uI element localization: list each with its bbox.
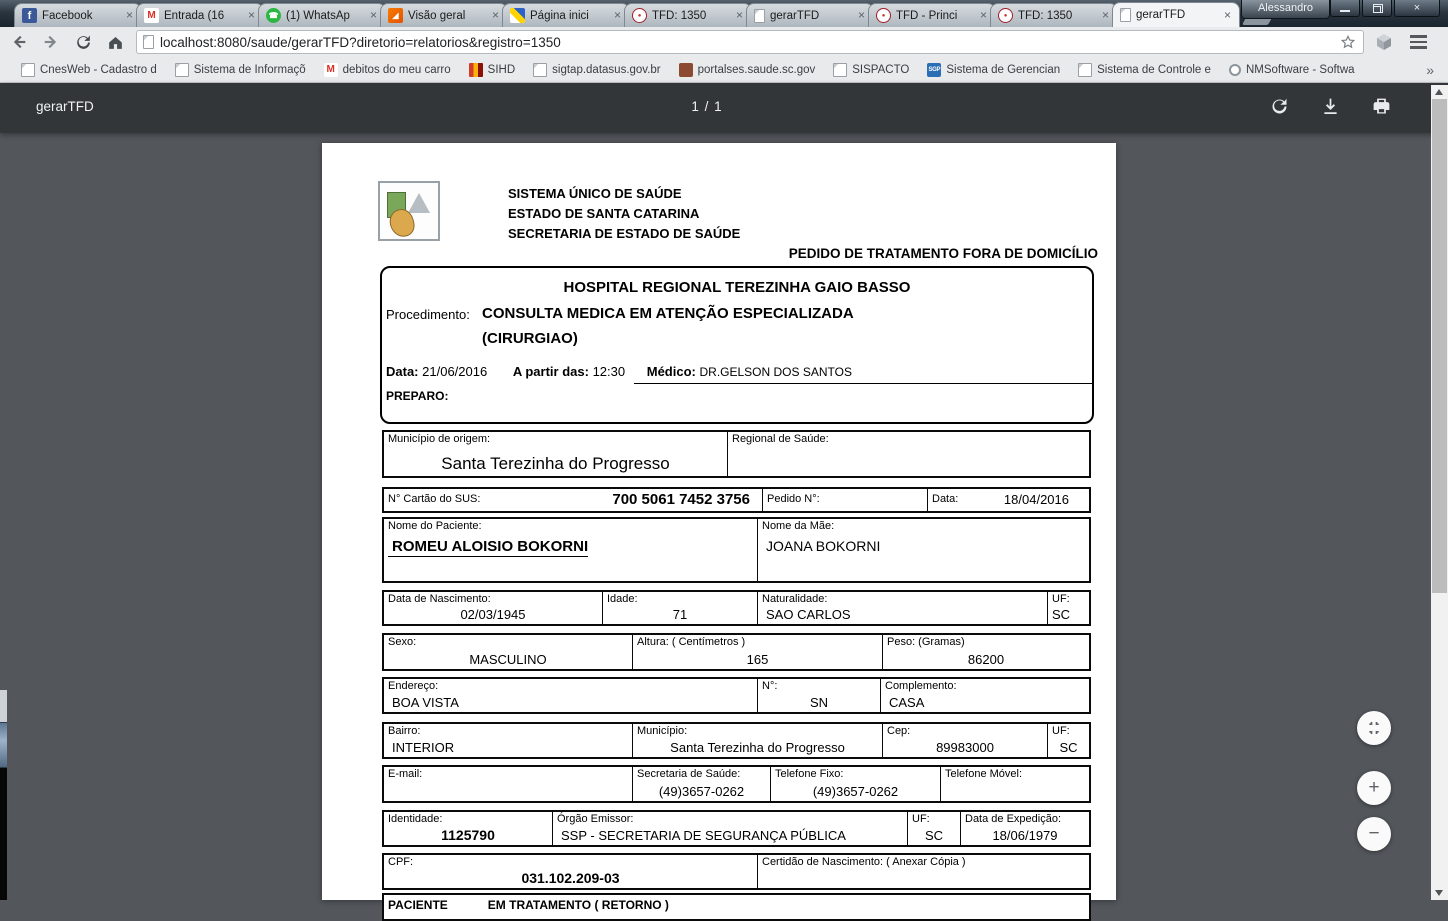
- tab-close-icon[interactable]: ×: [1223, 7, 1231, 22]
- field-cep: Cep: 89983000: [882, 724, 1047, 757]
- field-municipio: Município: Santa Terezinha do Progresso: [632, 724, 882, 757]
- forward-button[interactable]: [38, 29, 64, 55]
- row-endereco: [382, 677, 1091, 714]
- reload-icon: [74, 33, 93, 52]
- tab-title: Facebook: [42, 9, 93, 22]
- page-icon: [533, 63, 547, 77]
- bookmark-nmsoftware-softwa[interactable]: [1220, 64, 1364, 76]
- bookmark-label: Sistema de Informaçõ: [193, 63, 306, 76]
- hospital-name: HOSPITAL REGIONAL TEREZINHA GAIO BASSO: [563, 279, 911, 296]
- field-uf-naturalidade: UF: SC: [1047, 592, 1089, 624]
- zoom-out-button[interactable]: −: [1357, 817, 1391, 851]
- procedimento-label: Procedimento:: [386, 307, 470, 322]
- tab-close-icon[interactable]: ×: [735, 8, 743, 22]
- nm-icon: [1229, 64, 1241, 76]
- form-title: PEDIDO DE TRATAMENTO FORA DE DOMICÍLIO: [788, 246, 1098, 261]
- fit-page-button[interactable]: [1357, 711, 1391, 745]
- pdf-toolbar: [0, 83, 1448, 133]
- field-municipio-origem: Município de origem: Santa Terezinha do Progresso: [388, 433, 670, 473]
- tab-1-whatsap[interactable]: [258, 3, 386, 27]
- download-icon: [1320, 96, 1341, 117]
- preparo-label: PREPARO:: [386, 389, 449, 403]
- tab-close-icon[interactable]: ×: [1101, 8, 1109, 22]
- analytics-icon: [388, 8, 403, 23]
- scrollbar-thumb[interactable]: [1432, 99, 1447, 593]
- bookmark-label: NMSoftware - Softwa: [1245, 63, 1355, 76]
- tab-close-icon[interactable]: ×: [369, 8, 377, 22]
- field-data-expedicao: Data de Expedição: 18/06/1979: [960, 812, 1089, 845]
- tab-close-icon[interactable]: ×: [125, 8, 133, 22]
- tfd-icon: [998, 8, 1013, 23]
- bookmarks-bar: [0, 57, 1448, 83]
- whatsapp-icon: [266, 8, 281, 23]
- tab-title: Entrada (16: [164, 9, 225, 22]
- field-data-nascimento: Data de Nascimento: 02/03/1945: [388, 593, 526, 622]
- back-icon: [10, 33, 28, 51]
- background-window-artifact: [0, 768, 7, 900]
- procedimento-value: CONSULTA MEDICA EM ATENÇÃO ESPECIALIZADA: [482, 305, 854, 322]
- field-telefone-movel: Telefone Móvel:: [940, 767, 1089, 801]
- pdf-document-title: gerarTFD: [36, 99, 94, 114]
- row-bairro: [382, 722, 1091, 759]
- tab-vis-o-geral[interactable]: [380, 3, 508, 27]
- field-numero: N°: SN: [757, 679, 880, 712]
- tab-close-icon[interactable]: ×: [979, 8, 987, 22]
- reload-button[interactable]: [70, 29, 96, 55]
- bookmarks-overflow-chevron[interactable]: »: [1426, 61, 1434, 78]
- field-altura: Altura: ( Centímetros ) 165: [632, 635, 882, 669]
- address-bar[interactable]: [136, 30, 1364, 54]
- close-button[interactable]: ×: [1394, 0, 1440, 17]
- tfd-icon: [876, 8, 891, 23]
- sgp-icon: [927, 63, 941, 77]
- sihd-icon: [469, 63, 483, 77]
- tab-gerartfd[interactable]: [1112, 2, 1240, 27]
- bookmark-cnesweb-cadastro-d[interactable]: [12, 63, 166, 77]
- tab-title: Página inici: [530, 9, 589, 22]
- bookmark-label: Sistema de Controle e: [1097, 63, 1211, 76]
- field-peso: Peso: (Gramas) 86200: [882, 635, 1089, 669]
- extension-button[interactable]: [1370, 29, 1398, 55]
- url-text[interactable]: localhost:8080/saude/gerarTFD?diretorio=relatorios&registro=1350: [160, 34, 561, 50]
- bookmark-label: CnesWeb - Cadastro d: [40, 63, 157, 76]
- rotate-button[interactable]: [1269, 96, 1290, 117]
- restore-icon: [1373, 6, 1381, 13]
- field-naturalidade: Naturalidade: SAO CARLOS: [757, 592, 1047, 624]
- facebook-icon: [22, 8, 37, 23]
- field-sexo: Sexo: MASCULINO: [388, 636, 547, 667]
- tab-p-gina-inici[interactable]: [502, 3, 630, 27]
- window-titlebar: [0, 0, 1448, 27]
- pdf-scrollbar[interactable]: [1431, 85, 1448, 900]
- rotate-icon: [1269, 96, 1290, 117]
- field-certidao: Certidão de Nascimento: ( Anexar Cópia ): [757, 855, 1089, 888]
- tab-title: TFD: 1350: [652, 9, 707, 22]
- window-controls: [1330, 0, 1440, 17]
- field-orgao-emissor: Órgão Emissor: SSP - SECRETARIA DE SEGURANÇA PÚBLICA: [552, 812, 907, 845]
- tab-title: (1) WhatsAp: [286, 9, 350, 22]
- field-bairro: Bairro: INTERIOR: [388, 725, 455, 755]
- field-regional-saude: Regional de Saúde:: [727, 432, 1089, 476]
- download-button[interactable]: [1320, 96, 1341, 117]
- row-nascimento: [382, 590, 1091, 626]
- tab-tfd-1350[interactable]: [624, 3, 752, 27]
- row-municipio-origem: [382, 430, 1091, 478]
- sus-logo: [378, 181, 440, 241]
- print-button[interactable]: [1371, 96, 1392, 117]
- tab-title: gerarTFD: [770, 9, 820, 22]
- field-uf-identidade: UF: SC: [907, 812, 960, 845]
- procedimento-value-2: (CIRURGIAO): [482, 330, 578, 347]
- tab-title: TFD: 1350: [1018, 9, 1073, 22]
- home-button[interactable]: [102, 29, 128, 55]
- bookmark-label: SISPACTO: [852, 63, 910, 76]
- field-telefone-fixo: Telefone Fixo: (49)3657-0262: [770, 767, 940, 801]
- bookmark-debitos-do-meu-carro[interactable]: [315, 63, 460, 77]
- tab-close-icon[interactable]: ×: [491, 8, 499, 22]
- appointment-box: [380, 266, 1094, 424]
- field-cpf: CPF: 031.102.209-03: [388, 856, 620, 886]
- zoom-in-button[interactable]: +: [1357, 771, 1391, 805]
- tab-tfd-princi[interactable]: [868, 3, 996, 27]
- bookmark-portalses-saude-sc-gov[interactable]: [670, 63, 825, 77]
- page-indicator: 1 / 1: [691, 99, 723, 114]
- tab-close-icon[interactable]: ×: [857, 8, 865, 22]
- bookmark-sistema-de-controle-e[interactable]: [1069, 63, 1220, 77]
- tab-tfd-1350[interactable]: [990, 3, 1118, 27]
- org-header: [508, 184, 740, 244]
- restore-button[interactable]: [1362, 0, 1392, 17]
- org-line: SISTEMA ÚNICO DE SAÚDE: [508, 186, 682, 201]
- row-paciente-retorno: [382, 893, 1091, 921]
- menu-button[interactable]: [1404, 29, 1432, 55]
- field-paciente-retorno: PACIENTE EM TRATAMENTO ( RETORNO ): [388, 898, 669, 912]
- field-pedido-n: Pedido N°:: [762, 489, 927, 511]
- background-window-artifact: [0, 690, 7, 722]
- gmail-icon: [144, 8, 159, 23]
- bookmark-label: debitos do meu carro: [342, 63, 451, 76]
- bookmark-sihd[interactable]: [460, 63, 524, 77]
- tab-gerartfd[interactable]: [746, 3, 874, 27]
- bookmark-star-icon[interactable]: [1339, 33, 1357, 51]
- bookmark-label: SIHD: [487, 63, 516, 76]
- tab-title: gerarTFD: [1136, 9, 1186, 21]
- bookmark-sigtap-datasus-gov-br[interactable]: [524, 63, 669, 77]
- field-data-pedido: Data: 18/04/2016: [927, 489, 1089, 511]
- tab-strip: [14, 3, 1272, 27]
- forward-icon: [42, 33, 60, 51]
- bookmark-sistema-de-informa[interactable]: [166, 63, 315, 77]
- field-email: E-mail:: [388, 768, 423, 780]
- hamburger-icon: [1410, 35, 1427, 49]
- tab-title: TFD - Princi: [896, 9, 958, 22]
- page-icon: [175, 63, 189, 77]
- minimize-icon: [1340, 10, 1350, 12]
- field-cartao-sus: N° Cartão do SUS: 700 5061 7452 3756: [388, 491, 750, 508]
- org-line: SECRETARIA DE ESTADO DE SAÚDE: [508, 226, 741, 241]
- org-line: ESTADO DE SANTA CATARINA: [508, 206, 700, 221]
- medico-value: DR.GELSON DOS SANTOS: [699, 365, 852, 379]
- tab-title: Visão geral: [408, 9, 466, 22]
- ads-icon: [510, 8, 525, 23]
- fit-page-icon: [1366, 720, 1382, 736]
- portal-icon: [679, 63, 693, 77]
- doc-icon: [754, 9, 765, 23]
- field-nome-paciente: Nome do Paciente: ROMEU ALOISIO BOKORNI: [388, 520, 589, 555]
- bookmark-label: Sistema de Gerencian: [946, 63, 1061, 76]
- field-idade: Idade: 71: [602, 592, 757, 624]
- cube-icon: [1374, 32, 1394, 52]
- bookmark-sistema-de-gerencian[interactable]: [918, 63, 1069, 77]
- bookmark-label: sigtap.datasus.gov.br: [552, 63, 661, 76]
- page-icon: [1078, 63, 1092, 77]
- pdf-content-area: [0, 133, 1431, 912]
- tab-entrada-16[interactable]: [136, 3, 264, 27]
- field-complemento: Complemento: CASA: [880, 679, 1089, 712]
- row-sexo: [382, 633, 1091, 671]
- field-secretaria-saude: Secretaria de Saúde: (49)3657-0262: [632, 767, 770, 801]
- browser-toolbar: [0, 27, 1448, 57]
- minimize-button[interactable]: [1330, 0, 1360, 17]
- tab-close-icon[interactable]: ×: [247, 8, 255, 22]
- field-nome-mae: Nome da Mãe: JOANA BOKORNI: [757, 519, 1089, 581]
- tab-close-icon[interactable]: ×: [613, 8, 621, 22]
- medico-underline: [634, 383, 1092, 384]
- gmail-icon: [324, 63, 338, 77]
- bookmark-label: portalses.saude.sc.gov: [697, 63, 816, 76]
- profile-button[interactable]: Alessandro: [1241, 0, 1330, 19]
- row-nome-paciente: [382, 517, 1091, 583]
- bookmark-sispacto[interactable]: [824, 63, 918, 77]
- page-icon: [21, 63, 35, 77]
- scrollbar-down-arrow[interactable]: [1435, 890, 1443, 896]
- field-identidade: Identidade: 1125790: [388, 813, 495, 843]
- field-uf-endereco: UF: SC: [1047, 724, 1089, 757]
- row-cpf: [382, 853, 1091, 890]
- row-cartao-sus: [382, 487, 1091, 513]
- row-contatos: [382, 765, 1091, 803]
- page-favicon: [143, 35, 154, 49]
- scrollbar-up-arrow[interactable]: [1435, 89, 1443, 95]
- tfd-icon: [632, 8, 647, 23]
- row-identidade: [382, 810, 1091, 847]
- appointment-dateline: Data: 21/06/2016 A partir das: 12:30 Médico: DR.GELSON DOS SANTOS: [386, 364, 852, 379]
- document-page: [322, 143, 1116, 912]
- page-icon: [833, 63, 847, 77]
- tab-facebook[interactable]: [14, 3, 142, 27]
- background-window-artifact: [0, 722, 7, 768]
- print-icon: [1371, 96, 1392, 117]
- back-button[interactable]: [6, 29, 32, 55]
- doc-icon: [1120, 8, 1131, 22]
- field-endereco: Endereço: BOA VISTA: [388, 680, 459, 710]
- home-icon: [106, 33, 125, 52]
